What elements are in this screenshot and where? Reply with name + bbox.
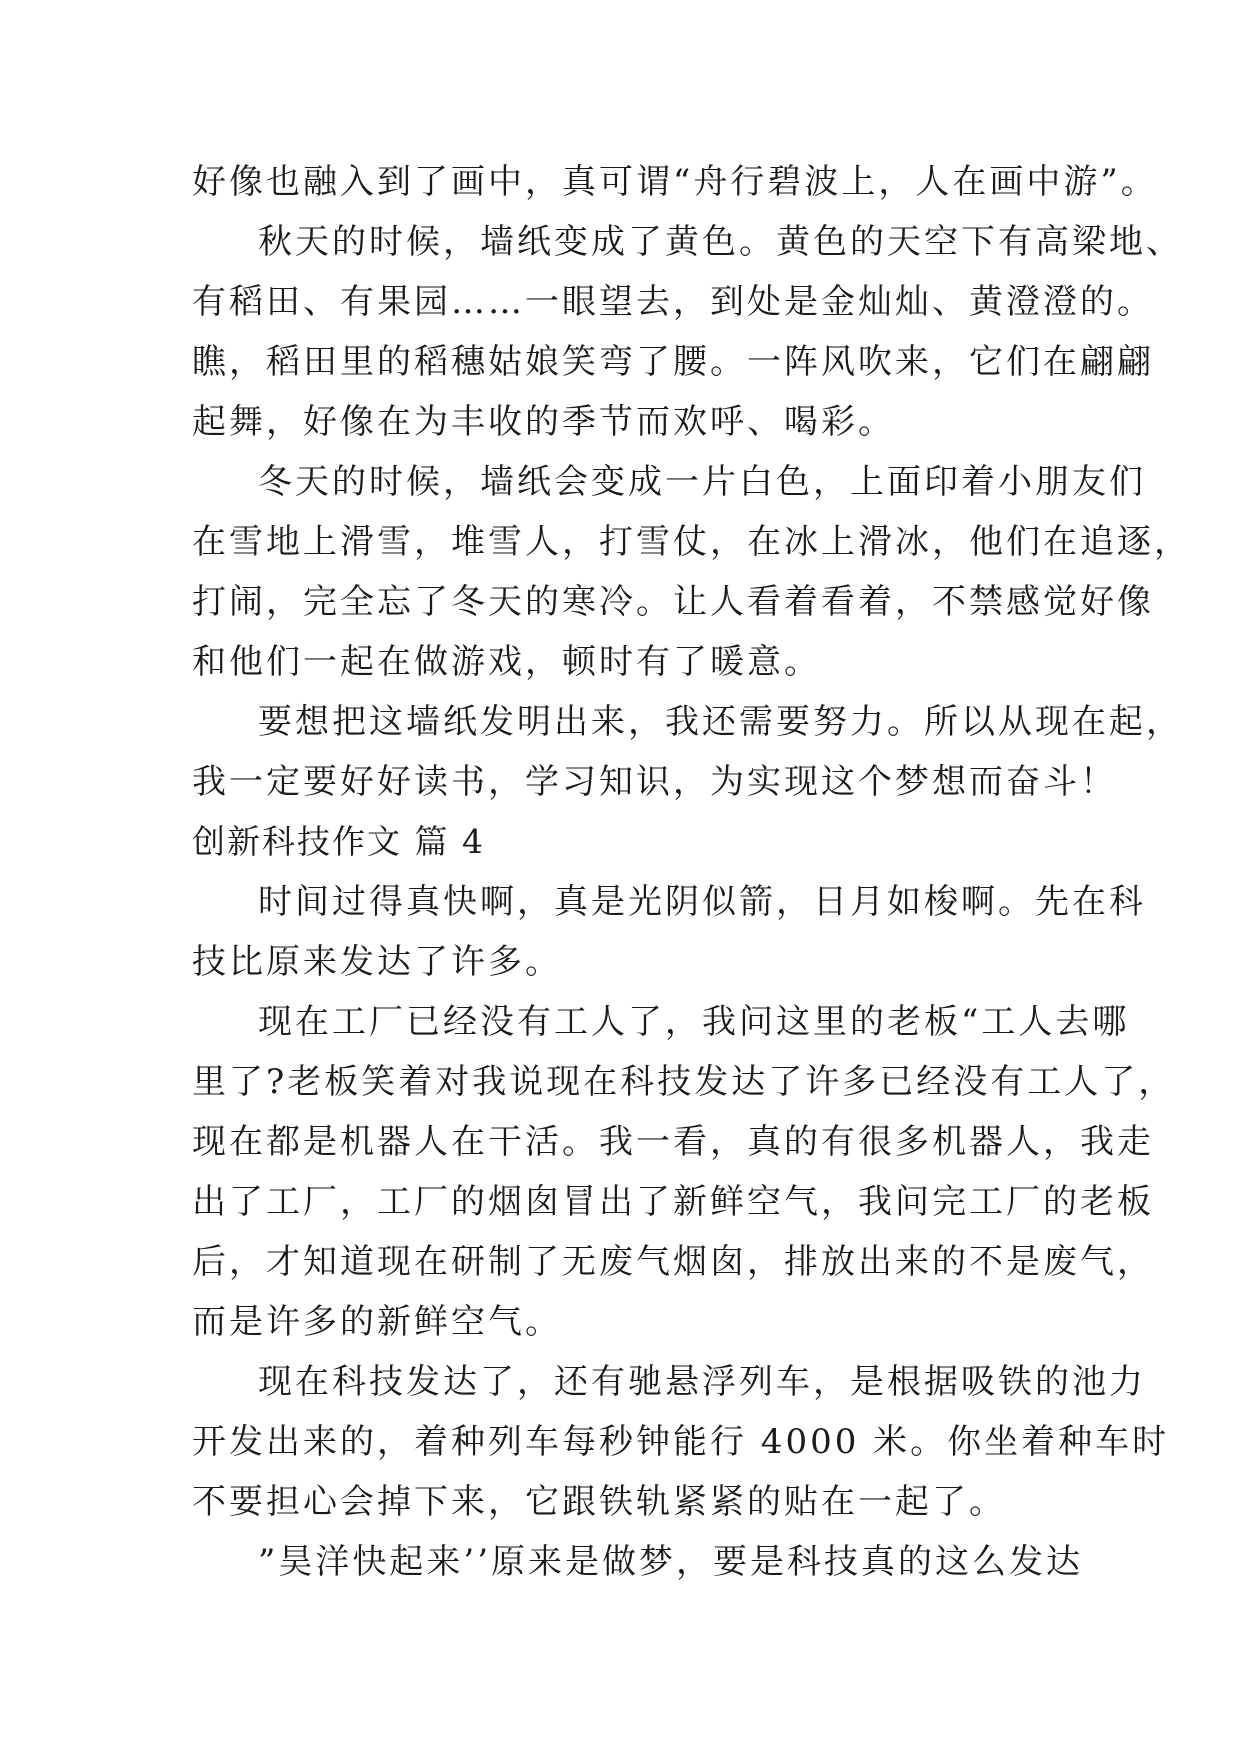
paragraph — [192, 212, 1183, 452]
text-line: 开发出来的，着种列车每秒钟能行 4000 米。你坐着种车时 — [192, 1422, 1170, 1462]
document-page — [192, 152, 1191, 1592]
text-line: 现在工厂已经没有工人了，我问这里的老板“工人去哪 — [258, 1002, 1130, 1042]
text-line: 时间过得真快啊，真是光阴似箭，日月如梭啊。先在科 — [258, 882, 1146, 922]
text-line: 好像也融入到了画中，真可谓“舟行碧波上，人在画中游”。 — [192, 162, 1158, 202]
text-line: 出了工厂，工厂的烟囱冒出了新鲜空气，我问完工厂的老板 — [192, 1182, 1154, 1222]
text-line: 现在科技发达了，还有驰悬浮列车，是根据吸铁的池力 — [258, 1362, 1146, 1402]
text-line: 冬天的时候，墙纸会变成一片白色，上面印着小朋友们 — [258, 462, 1146, 502]
paragraph — [192, 992, 1176, 1352]
paragraph — [192, 872, 1146, 992]
text-line: 不要担心会掉下来，它跟铁轨紧紧的贴在一起了。 — [192, 1482, 1006, 1522]
paragraph — [192, 452, 1191, 692]
text-line: 和他们一起在做游戏，顿时有了暖意。 — [192, 642, 821, 682]
text-line: 要想把这墙纸发明出来，我还需要努力。所以从现在起， — [258, 702, 1183, 742]
text-line: 有稻田、有果园……一眼望去，到处是金灿灿、黄澄澄的。 — [192, 282, 1154, 322]
paragraph — [192, 1532, 1083, 1592]
heading-text: 创新科技作文 篇 4 — [192, 822, 485, 861]
paragraph — [192, 152, 1158, 212]
text-line: 现在都是机器人在干活。我一看，真的有很多机器人，我走 — [192, 1122, 1154, 1162]
section-heading — [192, 812, 1072, 872]
paragraph — [192, 1352, 1170, 1532]
text-line: 起舞，好像在为丰收的季节而欢呼、喝彩。 — [192, 402, 895, 442]
text-line: 打闹，完全忘了冬天的寒冷。让人看着看着，不禁感觉好像 — [192, 582, 1154, 622]
text-line: 技比原来发达了许多。 — [192, 942, 562, 982]
text-line: 我一定要好好读书，学习知识，为实现这个梦想而奋斗！ — [192, 762, 1117, 802]
text-line: ”昊洋快起来’’原来是做梦，要是科技真的这么发达 — [258, 1542, 1083, 1582]
text-line: 后，才知道现在研制了无废气烟囱，排放出来的不是废气， — [192, 1242, 1154, 1282]
text-line: 里了?老板笑着对我说现在科技发达了许多已经没有工人了， — [192, 1062, 1176, 1102]
paragraph — [192, 692, 1183, 812]
text-line: 秋天的时候，墙纸变成了黄色。黄色的天空下有高梁地、 — [258, 222, 1183, 262]
text-line: 而是许多的新鲜空气。 — [192, 1302, 562, 1342]
text-line: 瞧，稻田里的稻穗姑娘笑弯了腰。一阵风吹来，它们在翩翩 — [192, 342, 1154, 382]
text-line: 在雪地上滑雪，堆雪人，打雪仗，在冰上滑冰，他们在追逐， — [192, 522, 1191, 562]
